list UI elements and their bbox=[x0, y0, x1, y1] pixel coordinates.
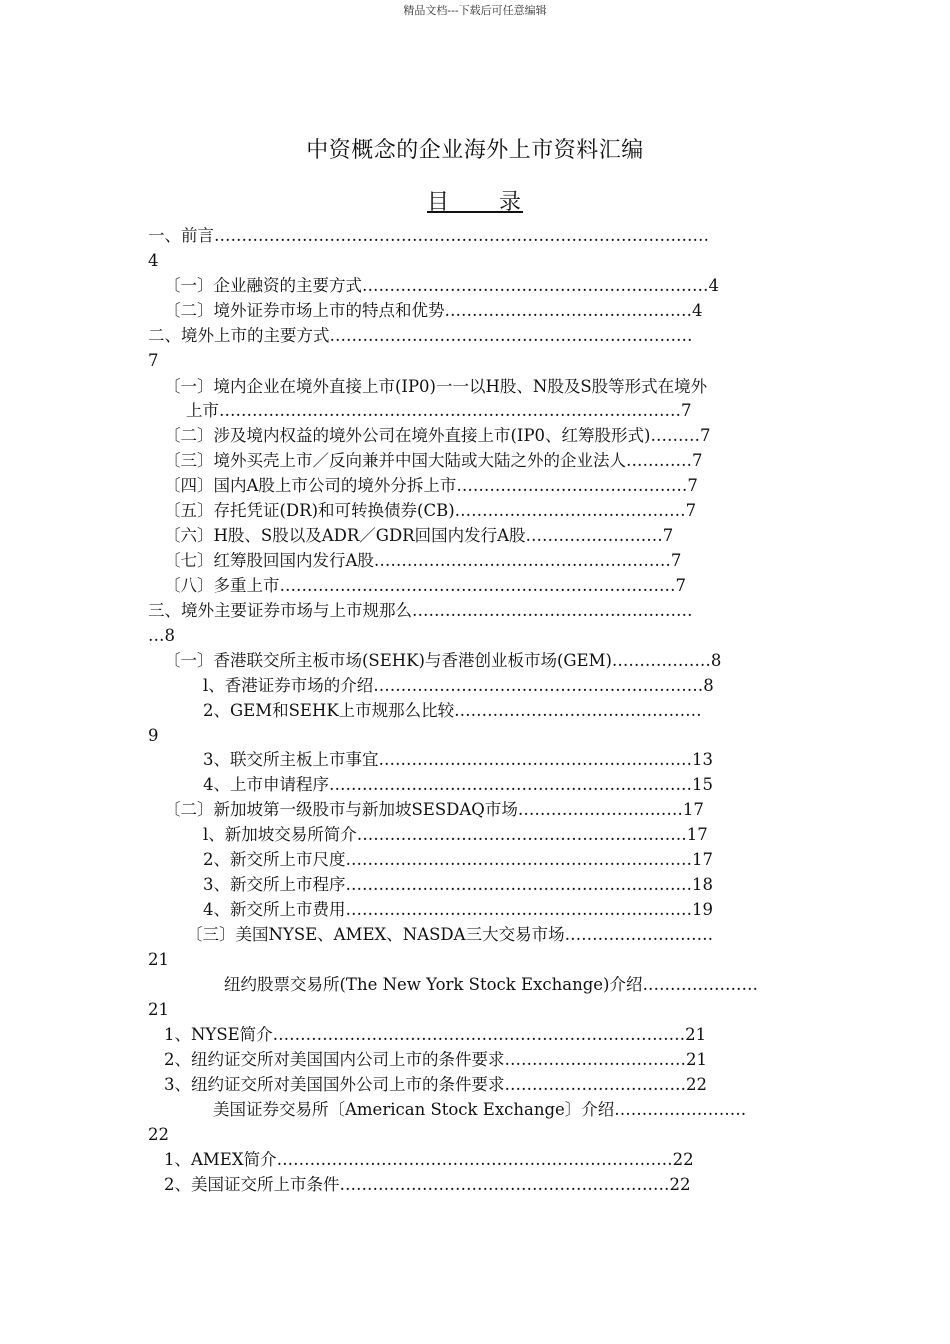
toc-entry[interactable]: 1、AMEX简介………………………………………………………………22 bbox=[164, 1150, 694, 1169]
toc-entry[interactable]: 2、GEM和SEHK上市规那么比较……………………………………… bbox=[203, 701, 702, 720]
toc-entry[interactable]: 3、纽约证交所对美国国外公司上市的条件要求……………………………22 bbox=[164, 1075, 707, 1094]
toc-entry[interactable]: 〔三〕境外买壳上市／反向兼并中国大陆或大陆之外的企业法人…………7 bbox=[164, 451, 703, 470]
toc-entry[interactable]: 〔七〕红筹股回国内发行A股………………………………………………7 bbox=[164, 551, 682, 570]
toc-heading-text: 目 录 bbox=[426, 190, 523, 215]
toc-entry[interactable]: 3、新交所上市程序………………………………………………………18 bbox=[203, 875, 713, 894]
toc-entry[interactable]: 上市…………………………………………………………………………7 bbox=[186, 401, 692, 420]
toc-entry[interactable]: …8 bbox=[148, 626, 175, 645]
toc-entry[interactable]: 〔一〕企业融资的主要方式………………………………………………………4 bbox=[164, 276, 719, 295]
toc-entry[interactable]: 〔六〕H股、S股以及ADR／GDR回国内发行A股………….…………7 bbox=[164, 526, 674, 545]
toc-entry[interactable]: 美国证券交易所〔American Stock Exchange〕介绍…………………… bbox=[213, 1100, 747, 1119]
page-header: 精品文档---下载后可任意编辑 bbox=[403, 4, 547, 17]
toc-entry[interactable]: 纽约股票交易所(The New York Stock Exchange)介绍………………… bbox=[224, 975, 758, 994]
toc-entry[interactable]: 三、境外主要证券市场与上市规那么…………………………………………… bbox=[148, 601, 693, 620]
toc-entry[interactable]: l、香港证券市场的介绍……………………………………………………8 bbox=[203, 676, 714, 695]
toc-entry[interactable]: 21 bbox=[148, 1000, 169, 1019]
toc-entry[interactable]: 〔一〕境内企业在境外直接上市(IP0)一一以H股、N股及S股等形式在境外 bbox=[164, 377, 708, 396]
document-title: 中资概念的企业海外上市资料汇编 bbox=[306, 138, 644, 163]
toc-entry[interactable]: 21 bbox=[148, 950, 169, 969]
toc-entry[interactable]: 〔二〕境外证券市场上市的特点和优势………………………………………4 bbox=[164, 301, 703, 320]
toc-entry[interactable]: 〔五〕存托凭证(DR)和可转换债券(CB)……………………………………7 bbox=[164, 501, 697, 520]
toc-entry[interactable]: 〔四〕国内A股上市公司的境外分拆上市……………………………………7 bbox=[164, 476, 698, 495]
toc-entry[interactable]: 2、美国证交所上市条件……………………………………………………22 bbox=[164, 1175, 691, 1194]
toc-entry[interactable]: 2、新交所上市尺度………………………………………………………17 bbox=[203, 850, 713, 869]
toc-entry[interactable]: 〔二〕新加坡第一级股市与新加坡SESDAQ市场…………………………17 bbox=[164, 800, 704, 819]
toc-entry[interactable]: l、新加坡交易所简介……………………………………………………17 bbox=[203, 825, 708, 844]
toc-entry[interactable]: 4 bbox=[148, 251, 159, 270]
toc-entry[interactable]: 〔二〕涉及境内权益的境外公司在境外直接上市(IP0、红筹股形式)………7 bbox=[164, 426, 711, 445]
toc-entry[interactable]: 〔一〕香港联交所主板市场(SEHK)与香港创业板市场(GEM)………………8 bbox=[164, 651, 722, 670]
toc-heading bbox=[0, 185, 950, 216]
toc-entry[interactable]: 2、纽约证交所对美国国内公司上市的条件要求……………………………21 bbox=[164, 1050, 707, 1069]
toc-entry[interactable]: 1、NYSE简介…………………………………………………………………21 bbox=[164, 1025, 707, 1044]
toc-entry[interactable]: 一、前言……………………………………………………………………………… bbox=[148, 226, 709, 245]
toc-entry[interactable]: 4、上市申请程序…………………………………………………………15 bbox=[203, 775, 713, 794]
toc-entry[interactable]: 9 bbox=[148, 726, 159, 745]
toc-entry[interactable]: 22 bbox=[148, 1125, 169, 1144]
toc-entry[interactable]: 〔三〕美国NYSE、AMEX、NASDA三大交易市场……………………… bbox=[186, 925, 714, 944]
toc-entry[interactable]: 二、境外上市的主要方式………………………………………………………… bbox=[148, 326, 693, 345]
toc-entry[interactable]: 〔八〕多重上市………………………………………………………………7 bbox=[164, 576, 686, 595]
toc-entry[interactable]: 4、新交所上市费用………………………………………………………19 bbox=[203, 900, 713, 919]
toc-entry[interactable]: 7 bbox=[148, 351, 159, 370]
toc-entry[interactable]: 3、联交所主板上市事宜…………………………………………………13 bbox=[203, 750, 713, 769]
